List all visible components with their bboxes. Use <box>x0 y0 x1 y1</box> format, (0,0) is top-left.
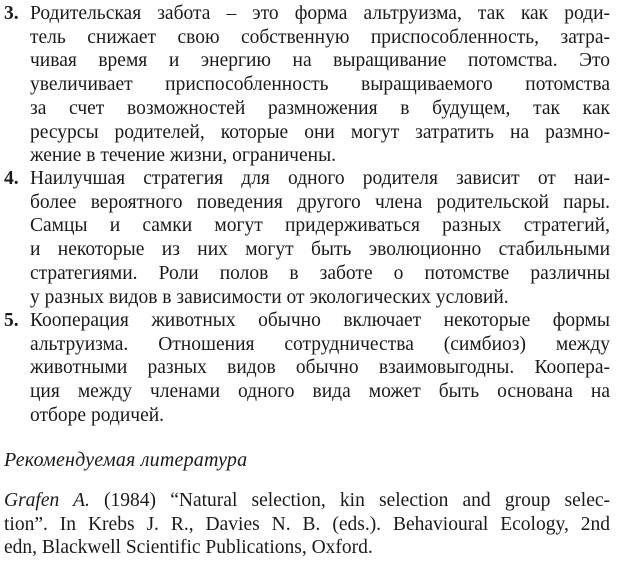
list-item-3 <box>4 2 610 168</box>
text-line: ресурсы родителей, которые они могут затратить на размно- <box>30 121 610 143</box>
text-line: ция между членами одного вида может быть основана на <box>30 381 610 403</box>
text-line: Самцы и самки могут придерживаться разных стратегий, <box>30 215 610 237</box>
text-line: тель снижает свою собственную приспособленность, затра- <box>30 26 610 48</box>
reference-line: tion”. In Krebs J. R., Davies N. B. (eds.). Behavioural Ecology, 2nd <box>4 513 610 535</box>
text-line: за счет возможностей размножения в будущем, так как <box>30 97 610 119</box>
text-line: стратегиями. Роли полов в заботе о потомстве различны <box>30 262 610 284</box>
reference-author: Grafen A. <box>4 490 90 511</box>
list-item-5 <box>4 309 610 428</box>
text-line: более вероятного поведения другого члена родительской пары. <box>30 191 610 213</box>
text-line: альтруизма. Отношения сотрудничества (симбиоз) между <box>30 333 610 355</box>
reference-line: edn, Blackwell Scientific Publications, Oxford. <box>4 537 373 559</box>
reference-entry <box>4 489 610 560</box>
text-line: Наилучшая стратегия для одного родителя зависит от наи- <box>30 168 610 189</box>
text-line: Родительская забота – это форма альтруизма, так как роди- <box>30 3 610 24</box>
text-line: отборе родичей. <box>30 404 165 426</box>
text-line: животными разных видов обычно взаимовыгодны. Коопера- <box>30 357 610 379</box>
reference-text: (1984) “Natural selection, kin selection and group selec- <box>89 490 610 511</box>
list-item-4 <box>4 167 610 309</box>
text-line: у разных видов в зависимости от экологических условий. <box>30 286 509 308</box>
section-heading: Рекомендуемая литература <box>4 449 248 471</box>
item-number: 5. <box>4 310 19 331</box>
text-line: жение в течение жизни, ограничены. <box>30 145 337 167</box>
text-line: Кооперация животных обычно включает некоторые формы <box>30 310 610 331</box>
text-line: чивая время и энергию на выращивание потомства. Это <box>30 50 610 72</box>
text-line: увеличивает приспособленность выращиваемого потомства <box>30 74 610 96</box>
reference-line <box>4 489 610 513</box>
text-line: и некоторые из них могут быть эволюционно стабильными <box>30 239 610 261</box>
item-number: 3. <box>4 3 19 24</box>
item-number: 4. <box>4 168 19 189</box>
